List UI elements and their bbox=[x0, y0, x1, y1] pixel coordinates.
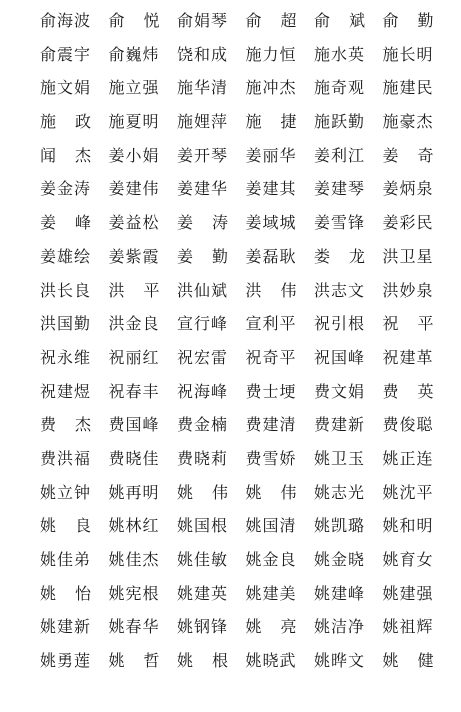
name-cell: 费雪娇 bbox=[245, 448, 297, 468]
name-cell: 费文娟 bbox=[314, 381, 366, 401]
name-cell: 姚 伟 bbox=[245, 482, 298, 502]
name-cell: 姜开琴 bbox=[177, 145, 229, 165]
name-cell: 姚金良 bbox=[245, 550, 297, 569]
name-cell: 姚佳敏 bbox=[177, 550, 229, 569]
name-cell: 姜建华 bbox=[177, 179, 229, 199]
name-cell: 俞巍炜 bbox=[108, 44, 160, 64]
name-cell: 费建清 bbox=[245, 415, 297, 435]
name-cell: 姚祖辉 bbox=[382, 617, 434, 637]
name-cell: 姜域城 bbox=[245, 213, 297, 233]
name-cell: 施豪杰 bbox=[382, 112, 434, 132]
name-cell: 姚林红 bbox=[108, 516, 160, 536]
name-cell: 费洪福 bbox=[40, 448, 92, 468]
name-cell: 姜 涛 bbox=[177, 213, 229, 233]
name-cell: 姚卫玉 bbox=[314, 448, 366, 468]
name-cell: 俞 斌 bbox=[314, 11, 366, 30]
name-cell: 洪长良 bbox=[40, 280, 92, 300]
name-cell: 姚佳杰 bbox=[108, 550, 160, 569]
name-cell: 洪妙泉 bbox=[382, 280, 434, 300]
name-cell: 姜建其 bbox=[245, 179, 297, 199]
name-cell: 姜小娟 bbox=[108, 145, 160, 165]
name-cell: 姚建强 bbox=[382, 583, 434, 603]
name-cell: 洪国勤 bbox=[40, 314, 92, 334]
name-cell: 姜彩民 bbox=[382, 213, 434, 233]
name-cell: 祝 平 bbox=[382, 314, 435, 334]
name-cell: 洪卫星 bbox=[382, 246, 434, 266]
name-cell: 俞海波 bbox=[40, 11, 92, 30]
name-cell: 姜益松 bbox=[108, 213, 160, 233]
name-cell: 姜雪锋 bbox=[314, 213, 366, 233]
name-cell: 姚 伟 bbox=[177, 482, 229, 502]
name-cell: 俞 悦 bbox=[108, 11, 161, 30]
name-cell: 施力恒 bbox=[245, 44, 297, 64]
name-cell: 祝奇平 bbox=[245, 347, 297, 367]
name-cell: 姜建琴 bbox=[314, 179, 366, 199]
name-cell: 祝建煜 bbox=[40, 381, 92, 401]
name-cell: 费士埂 bbox=[245, 381, 297, 401]
name-cell: 姚春华 bbox=[108, 617, 160, 637]
name-cell: 费金楠 bbox=[177, 415, 229, 435]
name-cell: 施长明 bbox=[382, 44, 434, 64]
name-cell: 费 杰 bbox=[40, 415, 92, 435]
name-cell: 施夏明 bbox=[108, 112, 160, 132]
name-cell: 姚志光 bbox=[314, 482, 366, 502]
name-cell: 姚洁净 bbox=[314, 617, 366, 637]
name-cell: 姚建美 bbox=[245, 583, 297, 603]
name-cell: 宣行峰 bbox=[177, 314, 229, 334]
name-cell: 祝永维 bbox=[40, 347, 92, 367]
name-cell: 姚建英 bbox=[177, 583, 229, 603]
name-cell: 姚宪根 bbox=[108, 583, 160, 603]
name-cell: 洪志文 bbox=[314, 280, 366, 300]
name-cell: 姚和明 bbox=[382, 516, 434, 536]
name-cell: 俞 勤 bbox=[382, 11, 435, 30]
name-cell: 姜 奇 bbox=[382, 145, 435, 165]
name-cell: 施奇观 bbox=[314, 78, 366, 98]
name-cell: 姜紫霞 bbox=[108, 246, 160, 266]
name-cell: 洪 平 bbox=[108, 280, 161, 300]
name-cell: 姚国根 bbox=[177, 516, 229, 536]
name-cell: 饶和成 bbox=[177, 44, 229, 64]
name-cell: 祝丽红 bbox=[108, 347, 160, 367]
name-cell: 姚凯璐 bbox=[314, 516, 366, 536]
name-cell: 姚 怡 bbox=[40, 583, 92, 603]
name-cell: 施华清 bbox=[177, 78, 229, 98]
name-cell: 祝春丰 bbox=[108, 381, 160, 401]
name-cell: 姚 良 bbox=[40, 516, 92, 536]
name-cell: 姜雄绘 bbox=[40, 246, 92, 266]
name-cell: 姚 哲 bbox=[108, 651, 161, 671]
name-cell: 姚沈平 bbox=[382, 482, 434, 502]
name-cell: 姚金晓 bbox=[314, 550, 366, 569]
name-cell: 姚立钟 bbox=[40, 482, 92, 502]
name-cell: 姜炳泉 bbox=[382, 179, 434, 199]
name-cell: 姚建新 bbox=[40, 617, 92, 637]
name-cell: 祝建革 bbox=[382, 347, 434, 367]
name-cell: 姚国清 bbox=[245, 516, 297, 536]
name-list-grid bbox=[40, 4, 440, 678]
name-cell: 施 政 bbox=[40, 112, 92, 132]
name-cell: 闻 杰 bbox=[40, 145, 92, 165]
name-cell: 姜建伟 bbox=[108, 179, 160, 199]
name-cell: 施立强 bbox=[108, 78, 160, 98]
name-cell: 祝宏雷 bbox=[177, 347, 229, 367]
name-cell: 姚钢锋 bbox=[177, 617, 229, 637]
name-cell: 费晓莉 bbox=[177, 448, 229, 468]
name-cell: 姚再明 bbox=[108, 482, 160, 502]
name-cell: 姚 根 bbox=[177, 651, 229, 671]
name-cell: 施娌萍 bbox=[177, 112, 229, 132]
name-cell: 祝引根 bbox=[314, 314, 366, 334]
name-cell: 费 英 bbox=[382, 381, 435, 401]
name-cell: 姚育女 bbox=[382, 550, 434, 569]
name-cell: 祝海峰 bbox=[177, 381, 229, 401]
name-cell: 费晓佳 bbox=[108, 448, 160, 468]
name-cell: 姚勇莲 bbox=[40, 651, 92, 671]
name-cell: 施冲杰 bbox=[245, 78, 297, 98]
name-cell: 姚晓武 bbox=[245, 651, 297, 671]
name-cell: 俞 超 bbox=[245, 11, 298, 30]
name-cell: 姚佳弟 bbox=[40, 550, 92, 569]
name-cell: 姜 勤 bbox=[177, 246, 229, 266]
name-cell: 姚建峰 bbox=[314, 583, 366, 603]
name-cell: 费俊聪 bbox=[382, 415, 434, 435]
name-cell: 姜丽华 bbox=[245, 145, 297, 165]
name-cell: 姜金涛 bbox=[40, 179, 92, 199]
name-cell: 俞震宇 bbox=[40, 44, 92, 64]
name-cell: 施水英 bbox=[314, 44, 366, 64]
name-cell: 宣利平 bbox=[245, 314, 297, 334]
name-cell: 施跃勤 bbox=[314, 112, 366, 132]
name-cell: 施 捷 bbox=[245, 112, 298, 132]
name-cell: 姜磊耿 bbox=[245, 246, 297, 266]
name-cell: 费建新 bbox=[314, 415, 366, 435]
name-cell: 俞娟琴 bbox=[177, 11, 229, 30]
name-cell: 姜 峰 bbox=[40, 213, 92, 233]
name-cell: 洪金良 bbox=[108, 314, 160, 334]
name-cell: 娄 龙 bbox=[314, 246, 366, 266]
name-cell: 祝国峰 bbox=[314, 347, 366, 367]
name-cell: 姚正连 bbox=[382, 448, 434, 468]
name-cell: 费国峰 bbox=[108, 415, 160, 435]
name-cell: 洪仙斌 bbox=[177, 280, 229, 300]
name-cell: 姚 亮 bbox=[245, 617, 298, 637]
name-cell: 施建民 bbox=[382, 78, 434, 98]
name-cell: 姚 健 bbox=[382, 651, 435, 671]
name-cell: 姜利江 bbox=[314, 145, 366, 165]
name-cell: 姚晔文 bbox=[314, 651, 366, 671]
name-cell: 洪 伟 bbox=[245, 280, 298, 300]
name-cell: 施文娟 bbox=[40, 78, 92, 98]
